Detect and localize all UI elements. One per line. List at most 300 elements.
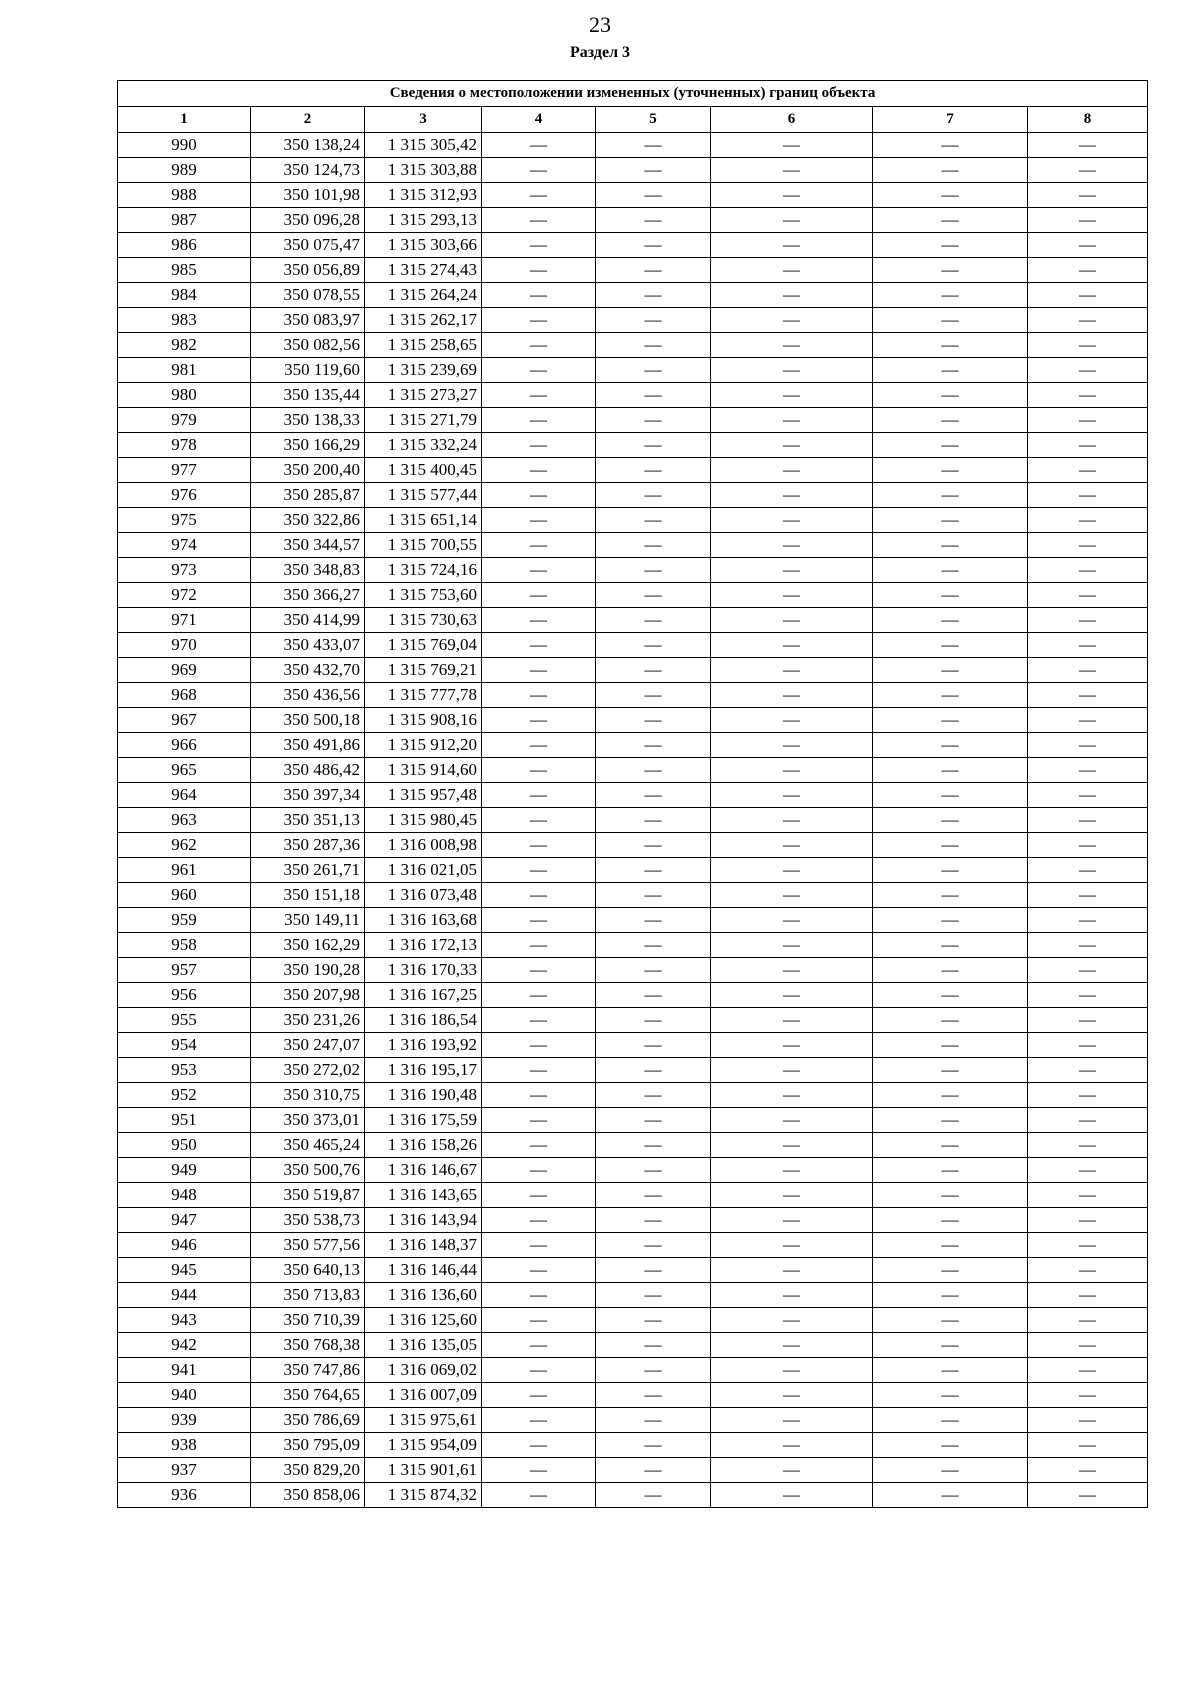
empty-dash-cell: — <box>596 133 711 158</box>
empty-dash-cell: — <box>596 1133 711 1158</box>
point-number-cell: 946 <box>118 1233 251 1258</box>
empty-dash-cell: — <box>873 1008 1028 1033</box>
y-coordinate-cell: 1 315 901,61 <box>365 1458 482 1483</box>
empty-dash-cell: — <box>596 258 711 283</box>
empty-dash-cell: — <box>873 1208 1028 1233</box>
empty-dash-cell: — <box>873 1283 1028 1308</box>
empty-dash-cell: — <box>873 408 1028 433</box>
x-coordinate-cell: 350 075,47 <box>251 233 365 258</box>
empty-dash-cell: — <box>482 1358 596 1383</box>
y-coordinate-cell: 1 315 912,20 <box>365 733 482 758</box>
point-number-cell: 940 <box>118 1383 251 1408</box>
empty-dash-cell: — <box>482 1258 596 1283</box>
point-number-cell: 988 <box>118 183 251 208</box>
table-row <box>118 558 1148 583</box>
table-row <box>118 808 1148 833</box>
y-coordinate-cell: 1 315 724,16 <box>365 558 482 583</box>
empty-dash-cell: — <box>1028 583 1148 608</box>
empty-dash-cell: — <box>596 1158 711 1183</box>
point-number-cell: 981 <box>118 358 251 383</box>
empty-dash-cell: — <box>873 933 1028 958</box>
table-row <box>118 633 1148 658</box>
table-row <box>118 1333 1148 1358</box>
empty-dash-cell: — <box>1028 1108 1148 1133</box>
empty-dash-cell: — <box>711 408 873 433</box>
empty-dash-cell: — <box>482 583 596 608</box>
table-row <box>118 133 1148 158</box>
empty-dash-cell: — <box>873 308 1028 333</box>
y-coordinate-cell: 1 315 954,09 <box>365 1433 482 1458</box>
x-coordinate-cell: 350 414,99 <box>251 608 365 633</box>
empty-dash-cell: — <box>1028 533 1148 558</box>
table-row <box>118 1058 1148 1083</box>
empty-dash-cell: — <box>873 908 1028 933</box>
x-coordinate-cell: 350 538,73 <box>251 1208 365 1233</box>
empty-dash-cell: — <box>1028 683 1148 708</box>
empty-dash-cell: — <box>711 1083 873 1108</box>
point-number-cell: 958 <box>118 933 251 958</box>
empty-dash-cell: — <box>596 283 711 308</box>
empty-dash-cell: — <box>596 1058 711 1083</box>
empty-dash-cell: — <box>1028 183 1148 208</box>
coordinates-table <box>117 80 1148 1508</box>
x-coordinate-cell: 350 713,83 <box>251 1283 365 1308</box>
y-coordinate-cell: 1 316 143,94 <box>365 1208 482 1233</box>
empty-dash-cell: — <box>482 433 596 458</box>
empty-dash-cell: — <box>596 1483 711 1508</box>
point-number-cell: 987 <box>118 208 251 233</box>
y-coordinate-cell: 1 315 264,24 <box>365 283 482 308</box>
x-coordinate-cell: 350 344,57 <box>251 533 365 558</box>
column-header: 1 <box>118 107 251 133</box>
point-number-cell: 962 <box>118 833 251 858</box>
x-coordinate-cell: 350 190,28 <box>251 958 365 983</box>
empty-dash-cell: — <box>1028 1333 1148 1358</box>
empty-dash-cell: — <box>482 258 596 283</box>
point-number-cell: 959 <box>118 908 251 933</box>
empty-dash-cell: — <box>596 183 711 208</box>
x-coordinate-cell: 350 500,76 <box>251 1158 365 1183</box>
empty-dash-cell: — <box>482 1433 596 1458</box>
y-coordinate-cell: 1 315 239,69 <box>365 358 482 383</box>
empty-dash-cell: — <box>873 783 1028 808</box>
empty-dash-cell: — <box>596 1308 711 1333</box>
empty-dash-cell: — <box>873 758 1028 783</box>
empty-dash-cell: — <box>711 1008 873 1033</box>
empty-dash-cell: — <box>482 1083 596 1108</box>
table-row <box>118 1433 1148 1458</box>
empty-dash-cell: — <box>711 783 873 808</box>
table-row <box>118 658 1148 683</box>
point-number-cell: 964 <box>118 783 251 808</box>
point-number-cell: 971 <box>118 608 251 633</box>
empty-dash-cell: — <box>873 1333 1028 1358</box>
y-coordinate-cell: 1 316 073,48 <box>365 883 482 908</box>
empty-dash-cell: — <box>596 883 711 908</box>
empty-dash-cell: — <box>596 483 711 508</box>
empty-dash-cell: — <box>711 708 873 733</box>
point-number-cell: 954 <box>118 1033 251 1058</box>
empty-dash-cell: — <box>711 333 873 358</box>
empty-dash-cell: — <box>1028 433 1148 458</box>
column-header: 6 <box>711 107 873 133</box>
empty-dash-cell: — <box>873 1358 1028 1383</box>
empty-dash-cell: — <box>1028 1158 1148 1183</box>
empty-dash-cell: — <box>1028 783 1148 808</box>
empty-dash-cell: — <box>482 1308 596 1333</box>
x-coordinate-cell: 350 710,39 <box>251 1308 365 1333</box>
empty-dash-cell: — <box>482 308 596 333</box>
empty-dash-cell: — <box>596 1008 711 1033</box>
y-coordinate-cell: 1 315 273,27 <box>365 383 482 408</box>
empty-dash-cell: — <box>596 1283 711 1308</box>
y-coordinate-cell: 1 316 167,25 <box>365 983 482 1008</box>
y-coordinate-cell: 1 315 777,78 <box>365 683 482 708</box>
empty-dash-cell: — <box>711 1208 873 1233</box>
y-coordinate-cell: 1 316 008,98 <box>365 833 482 858</box>
empty-dash-cell: — <box>711 1108 873 1133</box>
x-coordinate-cell: 350 436,56 <box>251 683 365 708</box>
y-coordinate-cell: 1 316 158,26 <box>365 1133 482 1158</box>
x-coordinate-cell: 350 577,56 <box>251 1233 365 1258</box>
empty-dash-cell: — <box>873 983 1028 1008</box>
empty-dash-cell: — <box>711 283 873 308</box>
table-row <box>118 1308 1148 1333</box>
empty-dash-cell: — <box>596 158 711 183</box>
empty-dash-cell: — <box>596 958 711 983</box>
empty-dash-cell: — <box>711 1058 873 1083</box>
empty-dash-cell: — <box>596 583 711 608</box>
empty-dash-cell: — <box>873 583 1028 608</box>
empty-dash-cell: — <box>596 1433 711 1458</box>
y-coordinate-cell: 1 315 577,44 <box>365 483 482 508</box>
x-coordinate-cell: 350 082,56 <box>251 333 365 358</box>
point-number-cell: 990 <box>118 133 251 158</box>
empty-dash-cell: — <box>596 608 711 633</box>
empty-dash-cell: — <box>873 483 1028 508</box>
empty-dash-cell: — <box>596 1358 711 1383</box>
empty-dash-cell: — <box>482 783 596 808</box>
empty-dash-cell: — <box>873 633 1028 658</box>
empty-dash-cell: — <box>873 283 1028 308</box>
empty-dash-cell: — <box>1028 333 1148 358</box>
empty-dash-cell: — <box>596 358 711 383</box>
empty-dash-cell: — <box>482 1208 596 1233</box>
point-number-cell: 984 <box>118 283 251 308</box>
table-row <box>118 708 1148 733</box>
empty-dash-cell: — <box>1028 833 1148 858</box>
empty-dash-cell: — <box>873 183 1028 208</box>
empty-dash-cell: — <box>873 1258 1028 1283</box>
point-number-cell: 952 <box>118 1083 251 1108</box>
empty-dash-cell: — <box>1028 1058 1148 1083</box>
point-number-cell: 975 <box>118 508 251 533</box>
x-coordinate-cell: 350 351,13 <box>251 808 365 833</box>
empty-dash-cell: — <box>596 208 711 233</box>
empty-dash-cell: — <box>1028 958 1148 983</box>
empty-dash-cell: — <box>482 1058 596 1083</box>
empty-dash-cell: — <box>711 483 873 508</box>
empty-dash-cell: — <box>711 308 873 333</box>
y-coordinate-cell: 1 315 262,17 <box>365 308 482 333</box>
empty-dash-cell: — <box>596 1083 711 1108</box>
empty-dash-cell: — <box>873 733 1028 758</box>
empty-dash-cell: — <box>711 1158 873 1183</box>
empty-dash-cell: — <box>1028 383 1148 408</box>
empty-dash-cell: — <box>596 533 711 558</box>
column-header: 5 <box>596 107 711 133</box>
table-row <box>118 1158 1148 1183</box>
point-number-cell: 966 <box>118 733 251 758</box>
empty-dash-cell: — <box>711 233 873 258</box>
empty-dash-cell: — <box>482 208 596 233</box>
empty-dash-cell: — <box>1028 1458 1148 1483</box>
empty-dash-cell: — <box>1028 608 1148 633</box>
table-row <box>118 1358 1148 1383</box>
empty-dash-cell: — <box>482 933 596 958</box>
table-row <box>118 208 1148 233</box>
point-number-cell: 942 <box>118 1333 251 1358</box>
point-number-cell: 970 <box>118 633 251 658</box>
y-coordinate-cell: 1 316 125,60 <box>365 1308 482 1333</box>
empty-dash-cell: — <box>482 158 596 183</box>
empty-dash-cell: — <box>873 1233 1028 1258</box>
point-number-cell: 973 <box>118 558 251 583</box>
x-coordinate-cell: 350 433,07 <box>251 633 365 658</box>
empty-dash-cell: — <box>482 283 596 308</box>
empty-dash-cell: — <box>482 858 596 883</box>
empty-dash-cell: — <box>711 733 873 758</box>
empty-dash-cell: — <box>1028 483 1148 508</box>
empty-dash-cell: — <box>711 883 873 908</box>
empty-dash-cell: — <box>482 758 596 783</box>
empty-dash-cell: — <box>596 833 711 858</box>
y-coordinate-cell: 1 315 332,24 <box>365 433 482 458</box>
x-coordinate-cell: 350 096,28 <box>251 208 365 233</box>
table-row <box>118 458 1148 483</box>
empty-dash-cell: — <box>711 1308 873 1333</box>
column-header: 2 <box>251 107 365 133</box>
empty-dash-cell: — <box>1028 1433 1148 1458</box>
point-number-cell: 985 <box>118 258 251 283</box>
table-row <box>118 408 1148 433</box>
empty-dash-cell: — <box>482 1108 596 1133</box>
x-coordinate-cell: 350 272,02 <box>251 1058 365 1083</box>
empty-dash-cell: — <box>711 208 873 233</box>
empty-dash-cell: — <box>873 683 1028 708</box>
empty-dash-cell: — <box>1028 558 1148 583</box>
empty-dash-cell: — <box>711 1433 873 1458</box>
empty-dash-cell: — <box>1028 458 1148 483</box>
empty-dash-cell: — <box>711 633 873 658</box>
empty-dash-cell: — <box>1028 1083 1148 1108</box>
empty-dash-cell: — <box>1028 1233 1148 1258</box>
empty-dash-cell: — <box>873 1308 1028 1333</box>
empty-dash-cell: — <box>873 208 1028 233</box>
empty-dash-cell: — <box>711 1033 873 1058</box>
y-coordinate-cell: 1 316 193,92 <box>365 1033 482 1058</box>
x-coordinate-cell: 350 858,06 <box>251 1483 365 1508</box>
empty-dash-cell: — <box>596 1183 711 1208</box>
empty-dash-cell: — <box>873 1408 1028 1433</box>
empty-dash-cell: — <box>873 1083 1028 1108</box>
point-number-cell: 974 <box>118 533 251 558</box>
empty-dash-cell: — <box>1028 258 1148 283</box>
x-coordinate-cell: 350 287,36 <box>251 833 365 858</box>
table-row <box>118 583 1148 608</box>
empty-dash-cell: — <box>873 858 1028 883</box>
table-row <box>118 1258 1148 1283</box>
x-coordinate-cell: 350 231,26 <box>251 1008 365 1033</box>
x-coordinate-cell: 350 166,29 <box>251 433 365 458</box>
empty-dash-cell: — <box>711 933 873 958</box>
empty-dash-cell: — <box>873 1183 1028 1208</box>
x-coordinate-cell: 350 786,69 <box>251 1408 365 1433</box>
empty-dash-cell: — <box>482 408 596 433</box>
empty-dash-cell: — <box>1028 1358 1148 1383</box>
empty-dash-cell: — <box>873 708 1028 733</box>
column-header: 8 <box>1028 107 1148 133</box>
point-number-cell: 938 <box>118 1433 251 1458</box>
empty-dash-cell: — <box>873 883 1028 908</box>
x-coordinate-cell: 350 124,73 <box>251 158 365 183</box>
x-coordinate-cell: 350 162,29 <box>251 933 365 958</box>
empty-dash-cell: — <box>1028 508 1148 533</box>
y-coordinate-cell: 1 315 753,60 <box>365 583 482 608</box>
table-row <box>118 1183 1148 1208</box>
empty-dash-cell: — <box>482 533 596 558</box>
x-coordinate-cell: 350 285,87 <box>251 483 365 508</box>
empty-dash-cell: — <box>596 683 711 708</box>
y-coordinate-cell: 1 315 769,21 <box>365 658 482 683</box>
empty-dash-cell: — <box>711 558 873 583</box>
x-coordinate-cell: 350 747,86 <box>251 1358 365 1383</box>
empty-dash-cell: — <box>1028 883 1148 908</box>
empty-dash-cell: — <box>873 608 1028 633</box>
table-row <box>118 308 1148 333</box>
y-coordinate-cell: 1 315 258,65 <box>365 333 482 358</box>
empty-dash-cell: — <box>482 558 596 583</box>
empty-dash-cell: — <box>711 383 873 408</box>
empty-dash-cell: — <box>873 158 1028 183</box>
empty-dash-cell: — <box>711 508 873 533</box>
y-coordinate-cell: 1 315 312,93 <box>365 183 482 208</box>
table-row <box>118 383 1148 408</box>
y-coordinate-cell: 1 316 148,37 <box>365 1233 482 1258</box>
x-coordinate-cell: 350 200,40 <box>251 458 365 483</box>
y-coordinate-cell: 1 315 908,16 <box>365 708 482 733</box>
empty-dash-cell: — <box>711 958 873 983</box>
empty-dash-cell: — <box>873 1058 1028 1083</box>
empty-dash-cell: — <box>482 1183 596 1208</box>
empty-dash-cell: — <box>596 808 711 833</box>
point-number-cell: 978 <box>118 433 251 458</box>
point-number-cell: 967 <box>118 708 251 733</box>
empty-dash-cell: — <box>482 1158 596 1183</box>
table-caption: Сведения о местоположении измененных (уточненных) границ объекта <box>118 81 1148 107</box>
empty-dash-cell: — <box>711 1183 873 1208</box>
y-coordinate-cell: 1 316 175,59 <box>365 1108 482 1133</box>
empty-dash-cell: — <box>482 1333 596 1358</box>
empty-dash-cell: — <box>482 1483 596 1508</box>
empty-dash-cell: — <box>711 458 873 483</box>
x-coordinate-cell: 350 322,86 <box>251 508 365 533</box>
table-row <box>118 683 1148 708</box>
x-coordinate-cell: 350 207,98 <box>251 983 365 1008</box>
empty-dash-cell: — <box>1028 1033 1148 1058</box>
x-coordinate-cell: 350 056,89 <box>251 258 365 283</box>
empty-dash-cell: — <box>1028 283 1148 308</box>
empty-dash-cell: — <box>1028 1008 1148 1033</box>
table-row <box>118 158 1148 183</box>
empty-dash-cell: — <box>711 583 873 608</box>
empty-dash-cell: — <box>482 508 596 533</box>
empty-dash-cell: — <box>1028 158 1148 183</box>
empty-dash-cell: — <box>711 1333 873 1358</box>
table-row <box>118 1208 1148 1233</box>
y-coordinate-cell: 1 316 146,67 <box>365 1158 482 1183</box>
table-caption-row <box>118 81 1148 107</box>
y-coordinate-cell: 1 316 172,13 <box>365 933 482 958</box>
empty-dash-cell: — <box>1028 1308 1148 1333</box>
point-number-cell: 943 <box>118 1308 251 1333</box>
table-row <box>118 1083 1148 1108</box>
empty-dash-cell: — <box>482 133 596 158</box>
table-row <box>118 783 1148 808</box>
empty-dash-cell: — <box>596 783 711 808</box>
y-coordinate-cell: 1 316 136,60 <box>365 1283 482 1308</box>
point-number-cell: 950 <box>118 1133 251 1158</box>
empty-dash-cell: — <box>596 858 711 883</box>
point-number-cell: 948 <box>118 1183 251 1208</box>
y-coordinate-cell: 1 316 007,09 <box>365 1383 482 1408</box>
empty-dash-cell: — <box>873 808 1028 833</box>
x-coordinate-cell: 350 768,38 <box>251 1333 365 1358</box>
y-coordinate-cell: 1 315 957,48 <box>365 783 482 808</box>
empty-dash-cell: — <box>1028 1383 1148 1408</box>
empty-dash-cell: — <box>873 1108 1028 1133</box>
table-row <box>118 483 1148 508</box>
empty-dash-cell: — <box>482 683 596 708</box>
empty-dash-cell: — <box>711 908 873 933</box>
empty-dash-cell: — <box>596 983 711 1008</box>
page-number: 23 <box>589 12 611 37</box>
empty-dash-cell: — <box>482 808 596 833</box>
empty-dash-cell: — <box>711 808 873 833</box>
x-coordinate-cell: 350 795,09 <box>251 1433 365 1458</box>
empty-dash-cell: — <box>482 1133 596 1158</box>
table-row <box>118 883 1148 908</box>
empty-dash-cell: — <box>596 508 711 533</box>
empty-dash-cell: — <box>596 1033 711 1058</box>
x-coordinate-cell: 350 640,13 <box>251 1258 365 1283</box>
empty-dash-cell: — <box>1028 1408 1148 1433</box>
x-coordinate-cell: 350 397,34 <box>251 783 365 808</box>
empty-dash-cell: — <box>873 258 1028 283</box>
empty-dash-cell: — <box>482 908 596 933</box>
table-row <box>118 1008 1148 1033</box>
empty-dash-cell: — <box>873 1033 1028 1058</box>
empty-dash-cell: — <box>711 183 873 208</box>
x-coordinate-cell: 350 486,42 <box>251 758 365 783</box>
x-coordinate-cell: 350 078,55 <box>251 283 365 308</box>
empty-dash-cell: — <box>596 1208 711 1233</box>
y-coordinate-cell: 1 315 874,32 <box>365 1483 482 1508</box>
point-number-cell: 982 <box>118 333 251 358</box>
empty-dash-cell: — <box>596 383 711 408</box>
empty-dash-cell: — <box>596 1233 711 1258</box>
table-row <box>118 533 1148 558</box>
